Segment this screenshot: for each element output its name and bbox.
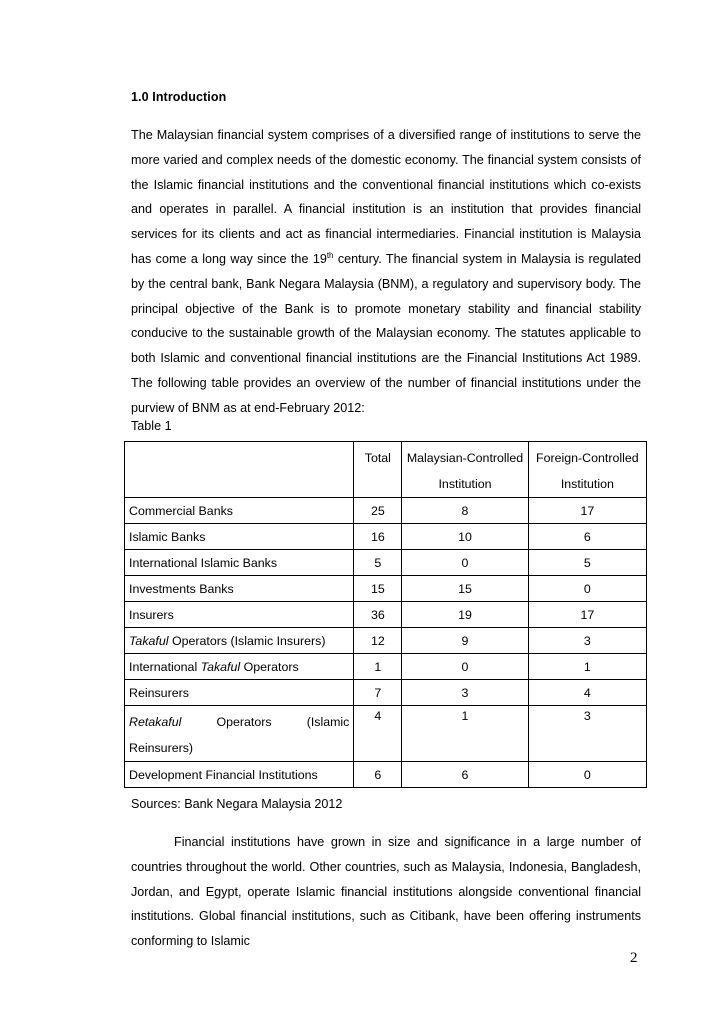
row-total: 16	[354, 524, 402, 550]
row-foreign: 0	[528, 762, 646, 788]
table-row	[125, 654, 647, 680]
row-label-line1	[129, 709, 349, 735]
row-total: 7	[354, 680, 402, 706]
header-malaysian-line1: Malaysian-Controlled	[406, 451, 524, 465]
row-foreign: 0	[528, 576, 646, 602]
row-label	[125, 628, 354, 654]
table-row	[125, 524, 647, 550]
row-malaysian: 6	[402, 762, 528, 788]
body-paragraph: Financial institutions have grown in size and significance in a large number of countries throughout the world. Other countries, such as Malaysia, Indonesia, Bangladesh, Jordan, and Egypt, operate Islamic financial institutions alongside conventional financial institutions. Global financial institutions, such as Citibank, have been offering instruments conforming to Islamic	[131, 835, 641, 949]
intro-text-part1: The Malaysian financial system comprises of a diversified range of institutions to serve the more varied and complex needs of the domestic economy. The financial system consists of the Islamic financial institutions and the conventional financial institutions which co-exists and operates in parallel. A financial institution is an institution that provides financial services for its clients and act as financial intermediaries. Financial institution is Malaysia has come a long way since the 19	[131, 128, 641, 266]
row-foreign: 6	[528, 524, 646, 550]
row-label-prefix: International	[129, 659, 201, 674]
table-row	[125, 576, 647, 602]
table-caption: Table 1	[131, 419, 172, 433]
row-foreign: 4	[528, 680, 646, 706]
intro-text-part2: century. The financial system in Malaysia is regulated by the central bank, Bank Negara Malaysia (BNM), a regulatory and supervisory body. The principal objective of the Bank is to promote monetary stability and financial stability conducive to the sustainable growth of the Malaysian economy. The statutes applicable to both Islamic and conventional financial institutions are the Financial Institutions Act 1989. The following table provides an overview of the number of financial institutions under the purview of BNM as at end-February 2012:	[131, 251, 641, 415]
row-foreign: 17	[528, 602, 646, 628]
row-total: 25	[354, 498, 402, 524]
row-label-italic: Takaful	[129, 633, 169, 648]
row-label-italic: Takaful	[200, 659, 241, 674]
row-label-rest: Operators	[240, 659, 299, 674]
row-malaysian: 8	[402, 498, 528, 524]
row-malaysian: 3	[402, 680, 528, 706]
row-malaysian: 15	[402, 576, 528, 602]
row-total: 6	[354, 762, 402, 788]
row-foreign: 17	[528, 498, 646, 524]
table-row	[125, 498, 647, 524]
row-total: 1	[354, 654, 402, 680]
row-foreign: 1	[528, 654, 646, 680]
table-row	[125, 762, 647, 788]
table-row	[125, 628, 647, 654]
header-empty-cell	[125, 442, 354, 498]
table-row	[125, 550, 647, 576]
row-label: Insurers	[125, 602, 354, 628]
intro-superscript: th	[326, 250, 334, 260]
header-total	[354, 442, 402, 498]
header-malaysian-line2: Institution	[438, 477, 492, 491]
row-total: 5	[354, 550, 402, 576]
row-total: 36	[354, 602, 402, 628]
institutions-table	[124, 441, 647, 788]
header-malaysian-controlled	[402, 442, 528, 498]
table-source-note: Sources: Bank Negara Malaysia 2012	[131, 797, 343, 811]
section-heading: 1.0 Introduction	[131, 90, 227, 104]
table-header-row	[125, 442, 647, 498]
table-row	[125, 680, 647, 706]
row-foreign: 3	[528, 706, 646, 762]
row-malaysian: 0	[402, 550, 528, 576]
row-label-word3: (Islamic	[306, 715, 350, 729]
row-total: 4	[354, 706, 402, 762]
header-foreign-controlled	[528, 442, 646, 498]
row-label: International Islamic Banks	[125, 550, 354, 576]
row-label-word2: Operators	[216, 715, 272, 729]
header-foreign-line2: Institution	[560, 477, 614, 491]
row-label: Islamic Banks	[125, 524, 354, 550]
row-label: Commercial Banks	[125, 498, 354, 524]
row-malaysian: 9	[402, 628, 528, 654]
row-malaysian: 1	[402, 706, 528, 762]
row-foreign: 5	[528, 550, 646, 576]
row-total: 15	[354, 576, 402, 602]
row-label: Reinsurers	[125, 680, 354, 706]
row-total: 12	[354, 628, 402, 654]
row-foreign: 3	[528, 628, 646, 654]
table-row	[125, 706, 647, 762]
row-malaysian: 0	[402, 654, 528, 680]
row-label-italic: Retakaful	[129, 715, 182, 729]
row-label-line2: Reinsurers)	[129, 741, 194, 755]
row-label-rest: Operators (Islamic Insurers)	[168, 633, 326, 648]
row-label	[125, 706, 354, 762]
row-malaysian: 19	[402, 602, 528, 628]
intro-paragraph	[131, 123, 641, 421]
row-label: Development Financial Institutions	[125, 762, 354, 788]
header-foreign-line1: Foreign-Controlled	[536, 451, 639, 465]
row-label	[125, 654, 354, 680]
header-total-text: Total	[364, 451, 391, 465]
table-row	[125, 602, 647, 628]
page-number: 2	[630, 950, 638, 966]
row-label: Investments Banks	[125, 576, 354, 602]
row-malaysian: 10	[402, 524, 528, 550]
